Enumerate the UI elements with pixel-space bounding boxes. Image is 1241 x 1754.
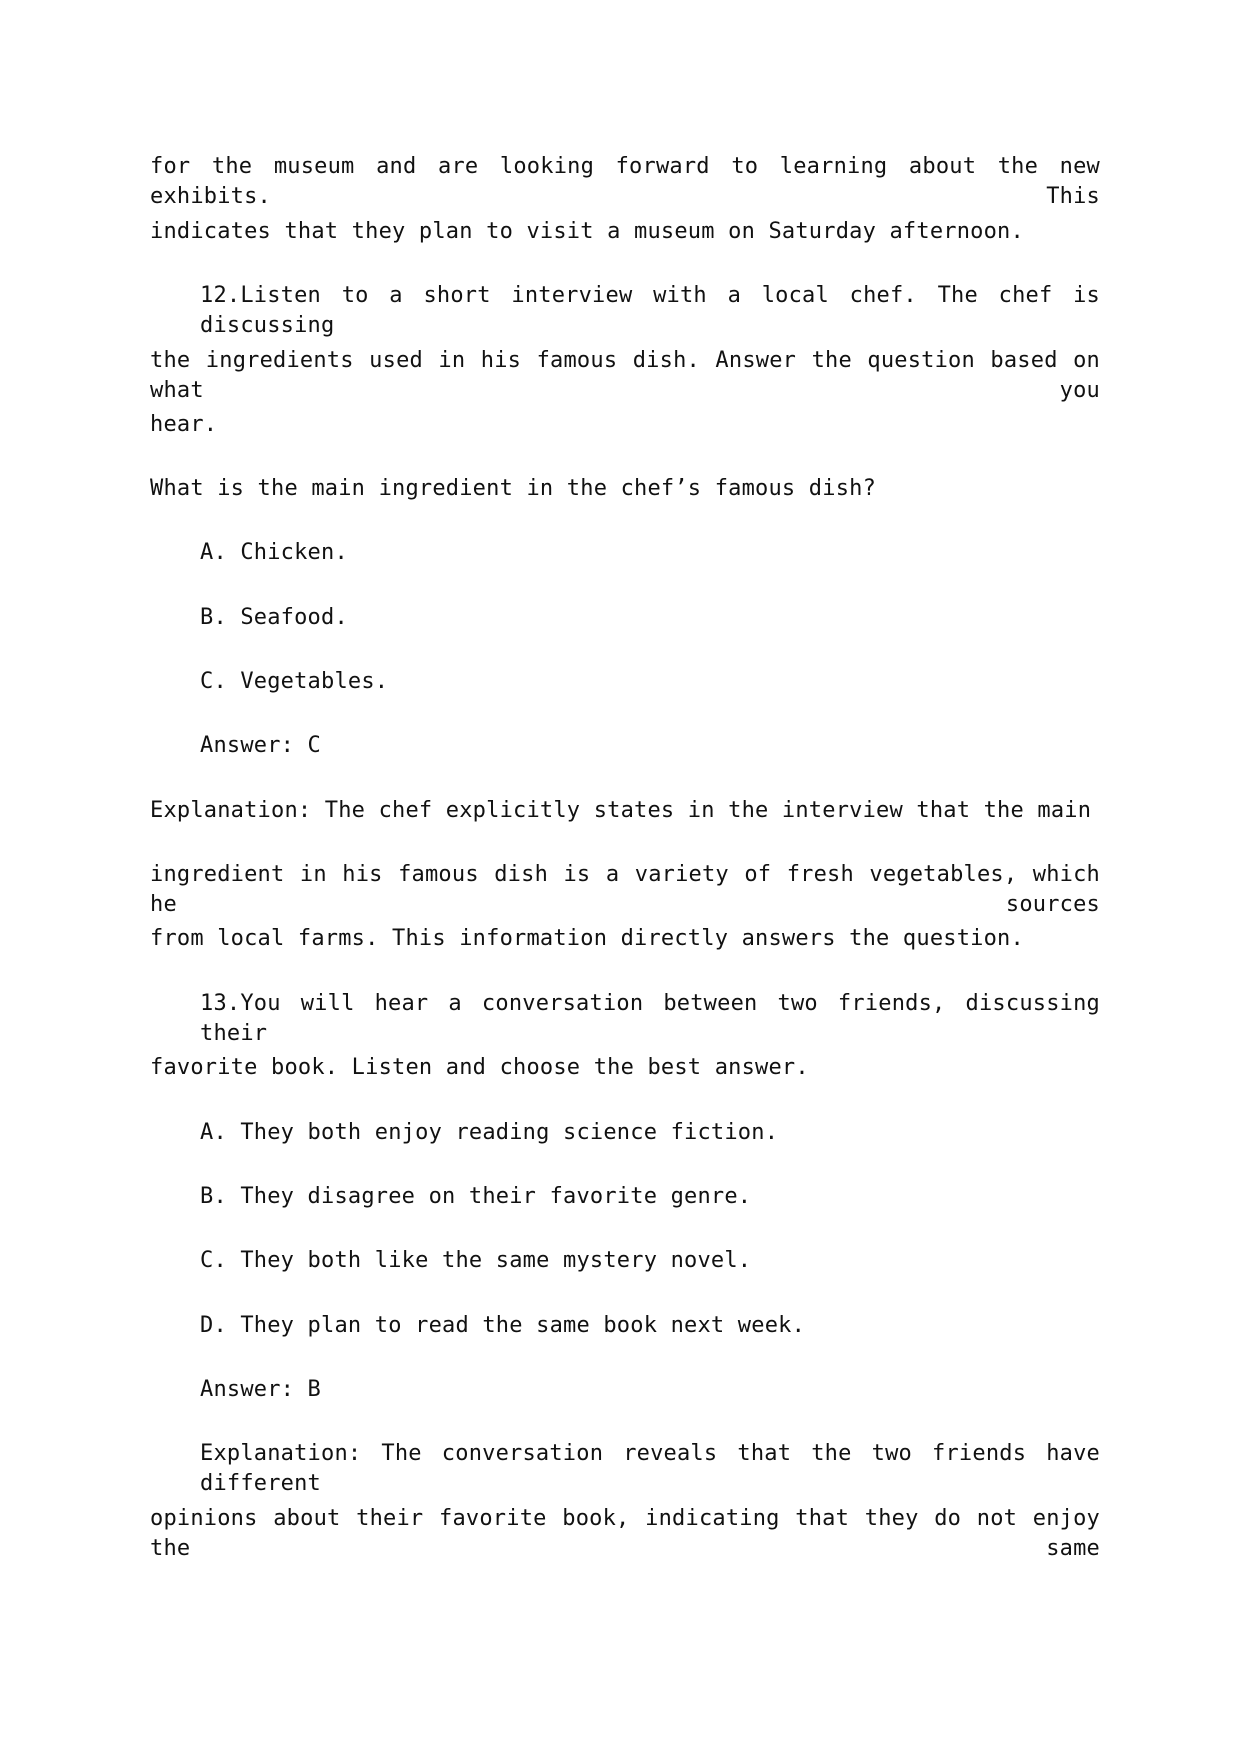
paragraph-line: hear. xyxy=(150,412,218,437)
option-c: C. They both like the same mystery novel. xyxy=(200,1248,752,1273)
explanation-line: Explanation: The conversation reveals that the two friends have different xyxy=(200,1441,1100,1496)
explanation-line: Explanation: The chef explicitly states in the interview that the main xyxy=(150,798,1092,823)
option-d: D. They plan to read the same book next week. xyxy=(200,1313,806,1338)
question-12-stem: 12.Listen to a short interview with a local chef. The chef is discussing xyxy=(200,283,1100,338)
answer-line: Answer: B xyxy=(200,1377,322,1402)
answer-line: Answer: C xyxy=(200,733,322,758)
option-b: B. Seafood. xyxy=(200,605,348,630)
explanation-line: ingredient in his famous dish is a variety of fresh vegetables, which he sources xyxy=(150,862,1100,917)
question-13-stem: 13.You will hear a conversation between two friends, discussing their xyxy=(200,991,1100,1046)
paragraph-line: the ingredients used in his famous dish. Answer the question based on what you xyxy=(150,348,1100,403)
option-a: A. They both enjoy reading science fiction. xyxy=(200,1120,779,1145)
option-c: C. Vegetables. xyxy=(200,669,389,694)
explanation-line: from local farms. This information directly answers the question. xyxy=(150,926,1024,951)
option-a: A. Chicken. xyxy=(200,540,348,565)
paragraph-line: indicates that they plan to visit a museum on Saturday afternoon. xyxy=(150,219,1024,244)
paragraph-line: favorite book. Listen and choose the best answer. xyxy=(150,1055,809,1080)
explanation-line: opinions about their favorite book, indicating that they do not enjoy the same xyxy=(150,1506,1100,1561)
option-b: B. They disagree on their favorite genre. xyxy=(200,1184,752,1209)
paragraph-line: for the museum and are looking forward to learning about the new exhibits. This xyxy=(150,154,1100,209)
question-12-prompt: What is the main ingredient in the chef’s famous dish? xyxy=(150,476,877,501)
